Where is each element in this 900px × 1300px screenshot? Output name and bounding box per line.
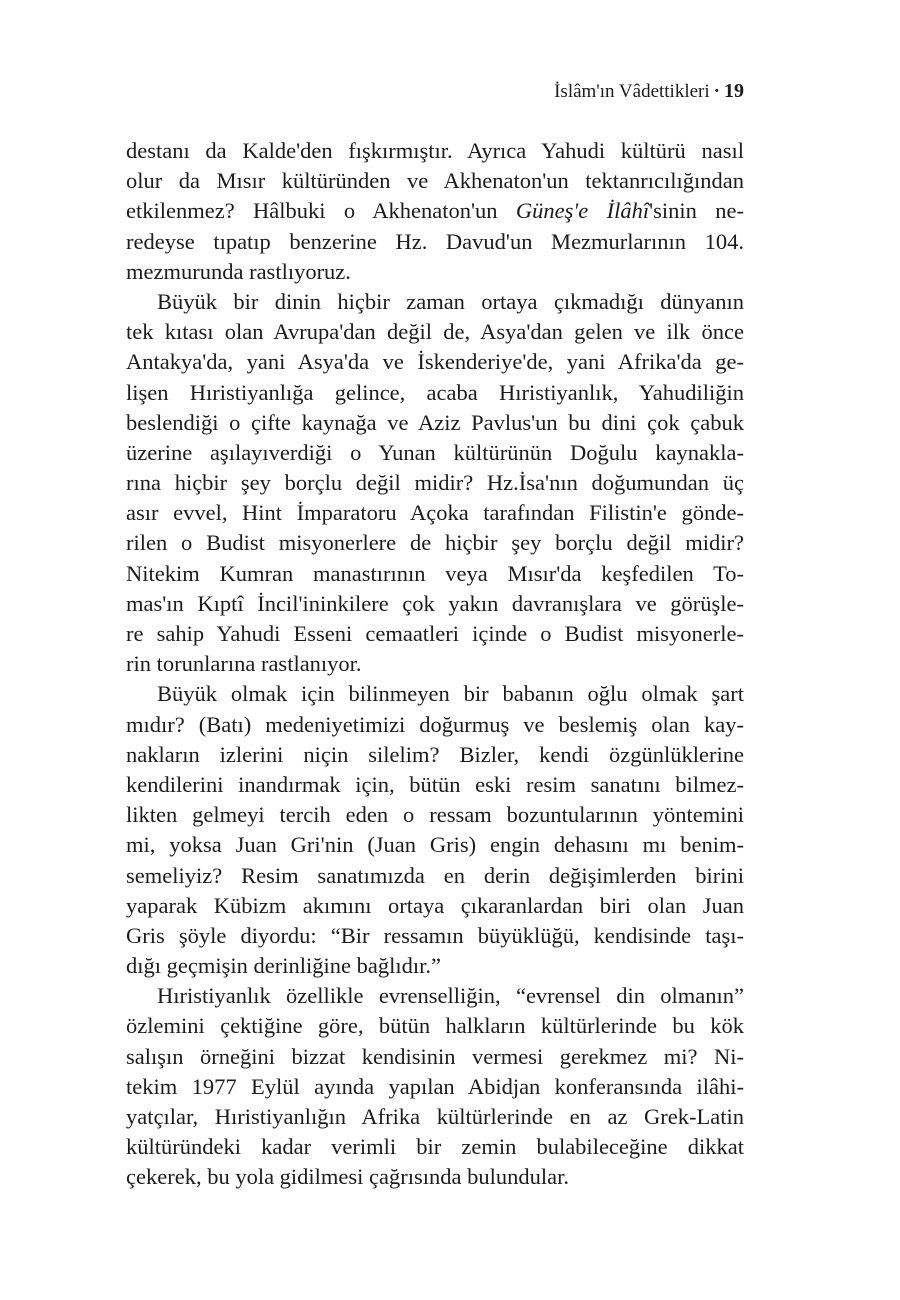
- text-line: [126, 951, 744, 981]
- text-line: [126, 861, 744, 891]
- text-segment: rilen o Budist misyonerlere de hiçbir şey borçlu değil midir?: [126, 530, 744, 556]
- text-segment: rına hiçbir şey borçlu değil midir? Hz.İsa'nın doğumundan üç: [126, 470, 744, 496]
- text-line: [126, 649, 744, 679]
- paragraph-first-line: [126, 981, 744, 1011]
- text-line: [126, 528, 744, 558]
- text-segment: yatçılar, Hıristiyanlığın Afrika kültürlerinde en az Grek-Latin: [126, 1104, 744, 1129]
- text-line: [126, 227, 744, 257]
- text-line: [126, 196, 744, 226]
- text-segment: özlemini çektiğine göre, bütün halkların kültürlerinde bu kök: [126, 1013, 744, 1039]
- text-segment: mas'ın Kıptî İncil'ininkilere çok yakın davranışlara ve görüşle-: [126, 590, 744, 616]
- text-line: [126, 891, 744, 921]
- text-line: [126, 619, 744, 649]
- body-text: [126, 136, 744, 1193]
- text-line: [126, 589, 744, 619]
- text-line: [126, 800, 744, 830]
- text-segment: mi, yoksa Juan Gri'nin (Juan Gris) engin dehasını mı benim-: [126, 832, 744, 858]
- text-line: [126, 1132, 744, 1162]
- text-segment: üzerine aşılayıverdiği o Yunan kültürünün Doğulu kaynakla-: [126, 439, 744, 465]
- text-segment: lişen Hıristiyanlığa gelince, acaba Hıristiyanlık, Yahudiliğin: [126, 379, 744, 405]
- book-title: İslâm'ın Vâdettikleri: [554, 81, 710, 102]
- text-line: [126, 438, 744, 468]
- text-segment: çekerek, bu yola gidilmesi çağrısında bulundular.: [126, 1164, 570, 1190]
- text-line: [126, 166, 744, 196]
- text-line: [126, 347, 744, 377]
- text-line: [126, 408, 744, 438]
- text-segment: kültüründeki kadar verimli bir zemin bulabileceğine dikkat: [126, 1134, 744, 1160]
- text-segment: mezmurunda rastlıyoruz.: [126, 258, 351, 284]
- paragraph-first-line: [126, 679, 744, 709]
- text-segment: tek kıtası olan Avrupa'dan değil de, Asya'dan gelen ve ilk önce: [126, 319, 744, 345]
- text-line: [126, 1162, 744, 1192]
- text-segment: re sahip Yahudi Esseni cemaatleri içinde o Budist misyonerle-: [126, 621, 744, 646]
- text-segment: salışın örneğini bizzat kendisinin vermesi gerekmez mi? Ni-: [126, 1043, 744, 1069]
- text-line: [126, 770, 744, 800]
- text-segment: Nitekim Kumran manastırının veya Mısır'da keşfedilen To-: [126, 560, 744, 586]
- text-line: [126, 1011, 744, 1041]
- text-segment: redeyse tıpatıp benzerine Hz. Davud'un Mezmurlarının 104.: [126, 228, 744, 254]
- text-segment: Antakya'da, yani Asya'da ve İskenderiye'de, yani Afrika'da ge-: [126, 349, 744, 375]
- text-segment: tekim 1977 Eylül ayında yapılan Abidjan konferansında ilâhi-: [126, 1073, 744, 1099]
- text-line: [126, 317, 744, 347]
- text-line: [126, 498, 744, 528]
- paragraph-first-line: [126, 287, 744, 317]
- running-head: [554, 79, 744, 104]
- text-line: [126, 468, 744, 498]
- text-line: [126, 378, 744, 408]
- text-segment: rin torunlarına rastlanıyor.: [126, 651, 362, 677]
- italic-title: Güneş'e İlâhî: [515, 198, 650, 224]
- text-line: [126, 921, 744, 951]
- text-segment: kendilerini inandırmak için, bütün eski resim sanatını bilmez-: [126, 771, 744, 797]
- page-number: 19: [724, 80, 744, 102]
- text-segment: mıdır? (Batı) medeniyetimizi doğurmuş ve beslemiş olan kay-: [126, 711, 744, 737]
- text-line: [126, 740, 744, 770]
- text-segment: asır evvel, Hint İmparatoru Açoka tarafından Filistin'e gönde-: [126, 500, 744, 526]
- text-segment: yaparak Kübizm akımını ortaya çıkaranlardan biri olan Juan: [126, 892, 744, 918]
- header-separator: ·: [713, 81, 720, 102]
- text-line: [126, 1072, 744, 1102]
- text-segment: dığı geçmişin derinliğine bağlıdır.”: [126, 953, 441, 979]
- text-segment: beslendiği o çifte kaynağa ve Aziz Pavlus'un bu dini çok çabuk: [126, 409, 744, 435]
- text-line: [126, 559, 744, 589]
- text-line: [126, 136, 744, 166]
- text-line: [126, 1042, 744, 1072]
- text-segment: likten gelmeyi tercih eden o ressam bozuntularının yöntemini: [126, 802, 744, 828]
- text-segment: Büyük bir dinin hiçbir zaman ortaya çıkmadığı dünyanın: [157, 288, 744, 314]
- text-line: [126, 710, 744, 740]
- text-line: [126, 1102, 744, 1132]
- text-segment: semeliyiz? Resim sanatımızda en derin değişimlerden birini: [126, 862, 744, 888]
- text-segment: etkilenmez? Hâlbuki o Akhenaton'un: [126, 198, 516, 224]
- text-segment: destanı da Kalde'den fışkırmıştır. Ayrıca Yahudi kültürü nasıl: [126, 138, 744, 163]
- text-segment: Hıristiyanlık özellikle evrenselliğin, “evrensel din olmanın”: [157, 983, 744, 1009]
- text-segment: 'sinin ne-: [649, 198, 744, 224]
- text-segment: Büyük olmak için bilinmeyen bir babanın oğlu olmak şart: [157, 681, 744, 707]
- text-line: [126, 257, 744, 287]
- text-segment: nakların izlerini niçin silelim? Bizler, kendi özgünlüklerine: [126, 741, 744, 767]
- text-line: [126, 830, 744, 860]
- text-segment: Gris şöyle diyordu: “Bir ressamın büyüklüğü, kendisinde taşı-: [126, 922, 744, 948]
- text-segment: olur da Mısır kültüründen ve Akhenaton'un tektanrıcılığından: [126, 168, 744, 194]
